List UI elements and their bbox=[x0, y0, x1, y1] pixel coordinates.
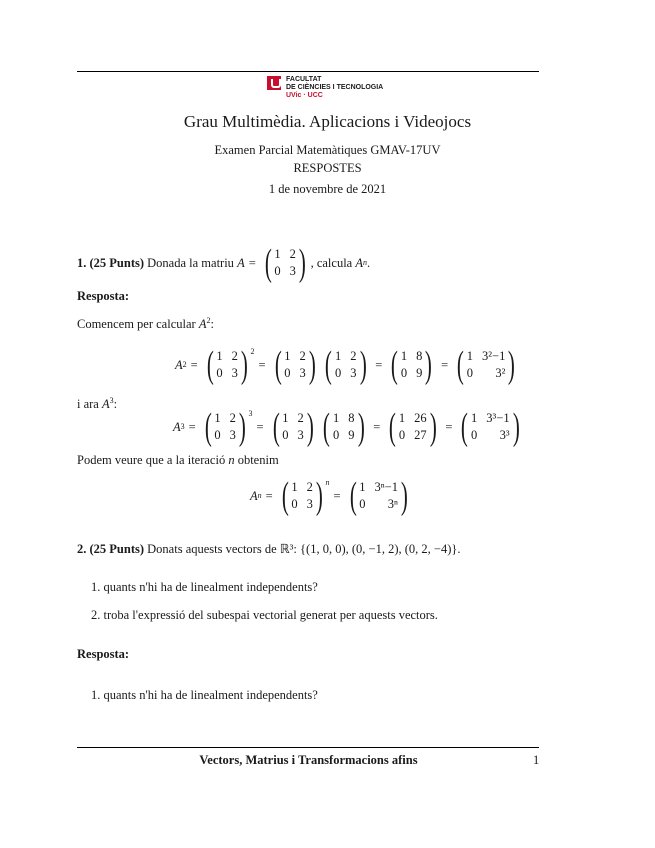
q1-see: Podem veure que a la iteració n obtenim bbox=[77, 453, 279, 467]
exam-date: 1 de novembre de 2021 bbox=[268, 182, 387, 196]
an-equation: A n = ( 1 2 0 3 ) n = ( 1 3ⁿ−1 0 3ⁿ ) bbox=[250, 475, 408, 517]
q1-text-after: , calcula bbox=[310, 255, 353, 270]
q1-text: Donada la matriu bbox=[147, 255, 234, 270]
uvic-logo-icon bbox=[267, 76, 281, 90]
q2-statement: 2. (25 Punts) Donats aquests vectors de ℝ³: {(1, 0, 0), (0, −1, 2), (0, 2, −4)}. bbox=[77, 542, 461, 556]
q1-matrix-var: A bbox=[237, 255, 245, 270]
logo-line2: DE CIÈNCIES I TECNOLOGIA bbox=[286, 84, 384, 91]
q2-answer-item-1: 1. quants n'hi ha de linealment independents? bbox=[91, 688, 318, 702]
q2-item-2: 2. troba l'expressió del subespai vectorial generat per aquests vectors. bbox=[91, 608, 438, 622]
q1-target: A bbox=[355, 255, 363, 270]
q1-statement: 1. (25 Punts) Donada la matriu A = ( 1 2 0 3 ) , calcula A n . bbox=[77, 242, 371, 284]
page-number: 1 bbox=[533, 753, 540, 767]
q1-number: 1. bbox=[77, 255, 87, 270]
logo-line1: FACULTAT bbox=[286, 76, 322, 83]
header-rule bbox=[77, 71, 539, 72]
answers-label: RESPOSTES bbox=[293, 161, 362, 175]
page-title: Grau Multimèdia. Aplicacions i Videojocs bbox=[183, 112, 472, 131]
q1-points: (25 Punts) bbox=[89, 255, 145, 270]
a3-equation: A 3 = ( 1 2 0 3 ) 3 = ( 1 2 0 3 ) ( 1 8 0 9 ) = ( 1 26 0 27 ) = ( 1 3³−1 0 3³ ) bbox=[173, 406, 520, 448]
footer-title: Vectors, Matrius i Transformacions afins bbox=[199, 753, 418, 767]
q1-intro: Comencem per calcular $A^2$: bbox=[77, 315, 214, 331]
q2-answer-label: Resposta: bbox=[77, 647, 130, 661]
a2-equation: A 2 = ( 1 2 0 3 ) 2 = ( 1 2 0 3 ) ( 1 2 0 3 ) = ( 1 8 0 9 ) = ( 1 3²−1 0 3² ) bbox=[175, 344, 516, 386]
q1-then: i ara $A^3$: bbox=[77, 395, 118, 411]
logo-line3: UVic · UCC bbox=[286, 92, 323, 99]
q1-answer-label: Resposta: bbox=[77, 289, 130, 303]
footer-rule bbox=[77, 747, 539, 748]
q2-item-1: 1. quants n'hi ha de linealment independents? bbox=[91, 580, 318, 594]
faculty-logo bbox=[267, 76, 383, 100]
exam-subtitle: Examen Parcial Matemàtiques GMAV-17UV bbox=[214, 143, 441, 157]
q1-matrix: ( 1 2 0 3 ) bbox=[264, 242, 306, 284]
